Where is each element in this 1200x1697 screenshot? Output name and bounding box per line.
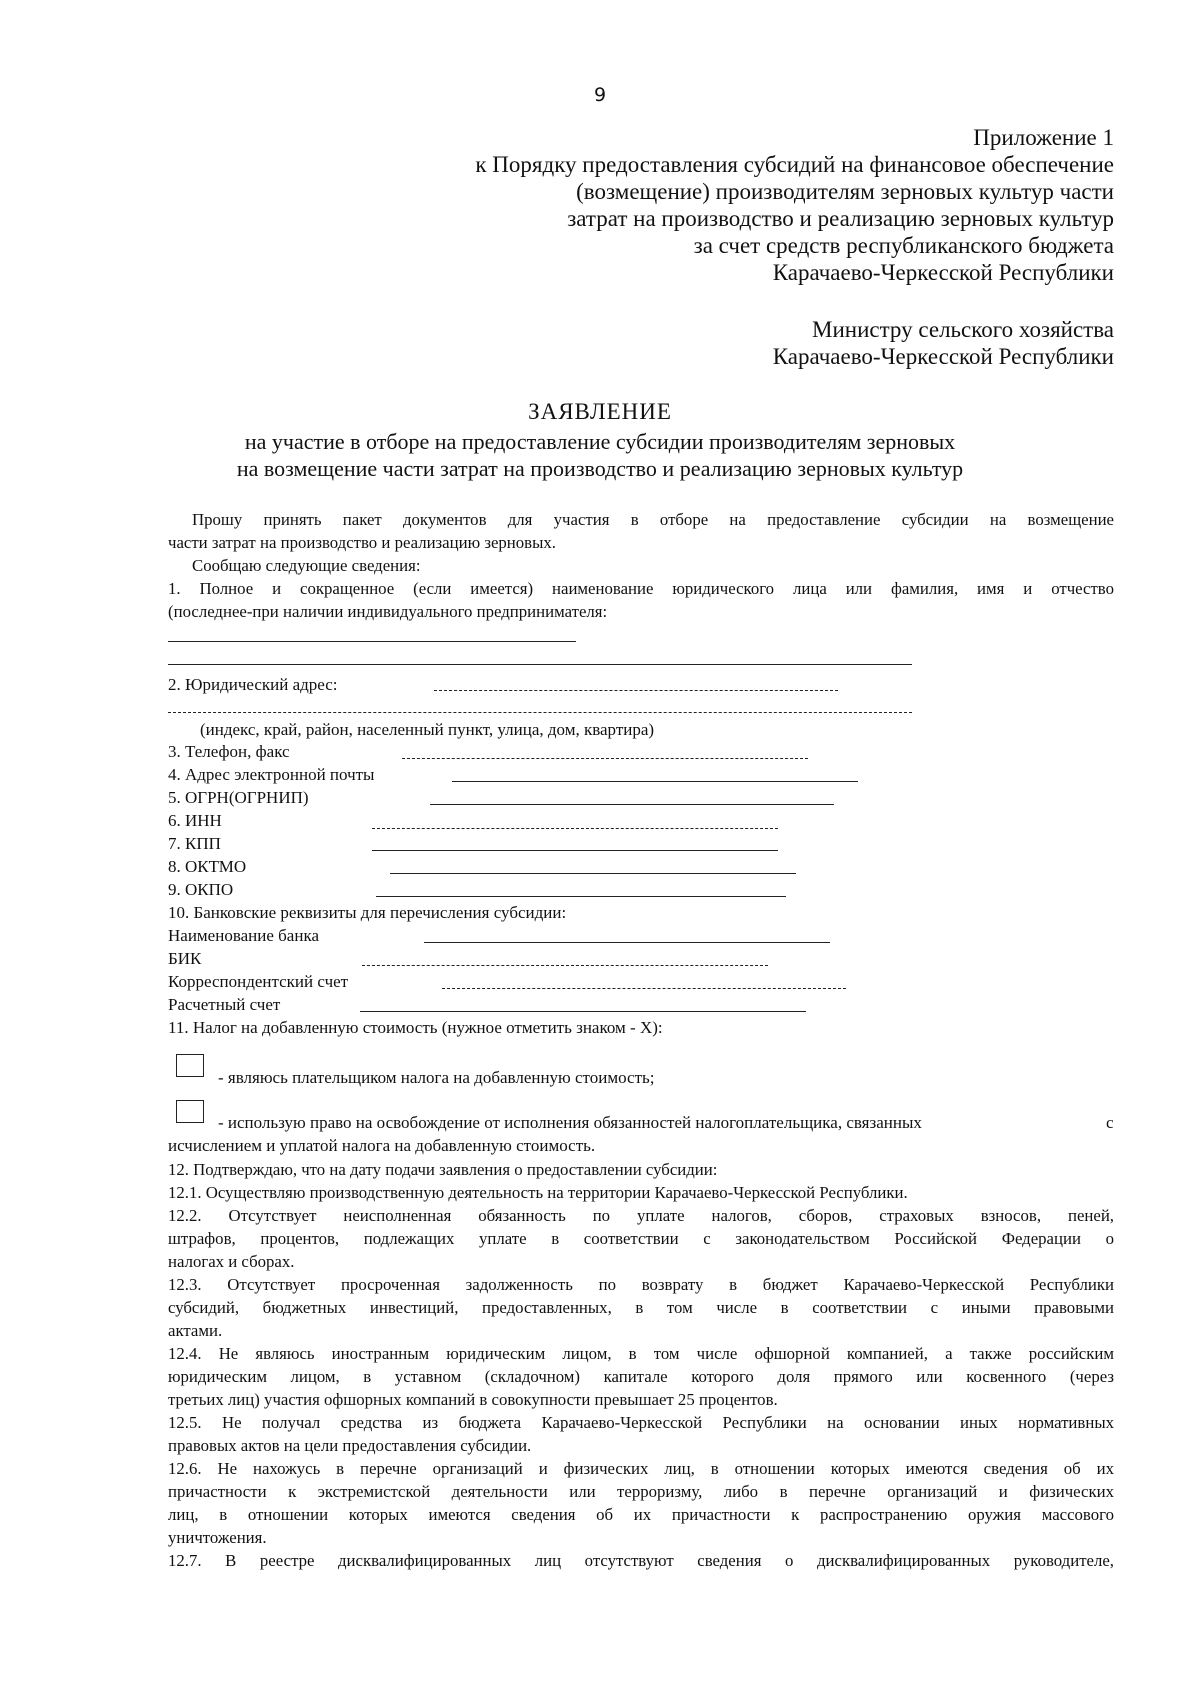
appendix-line: затрат на производство и реализацию зерновых культур — [567, 206, 1114, 231]
item-1-cont: (последнее-при наличии индивидуального предпринимателя: — [168, 602, 608, 621]
confirm-12-7: 12.7. В реестре дисквалифицированных лиц отсутствуют сведения о дисквалифицированных руководителе, — [168, 1551, 1114, 1570]
confirm-12-5: 12.5. Не получал средства из бюджета Карачаево-Черкесской Республики на основании иных нормативных — [168, 1413, 1114, 1432]
page-number: 9 — [593, 84, 607, 106]
legal-address-blank[interactable] — [434, 690, 838, 691]
phone-blank[interactable] — [402, 758, 808, 759]
confirmation-section — [168, 1158, 1114, 1572]
vat-exempt-checkbox[interactable] — [176, 1100, 204, 1123]
intro-request-cont: части затрат на производство и реализацию зерновых. — [168, 533, 556, 552]
confirm-12-6-cont: причастности к экстремистской деятельности или терроризму, либо в перечне организаций и физических — [168, 1482, 1114, 1501]
intro-request: Прошу принять пакет документов для участия в отборе на предоставление субсидии на возмещение — [192, 510, 1114, 529]
corr-account-label: Корреспондентский счет — [168, 972, 349, 991]
okpo-label: 9. ОКПО — [168, 880, 234, 899]
appendix-line: за счет средств республиканского бюджета — [693, 233, 1114, 258]
inn-label: 6. ИНН — [168, 811, 222, 830]
corr-account-blank[interactable] — [442, 988, 846, 989]
confirm-12: 12. Подтверждаю, что на дату подачи заявления о предоставлении субсидии: — [168, 1160, 718, 1179]
confirm-12-4: 12.4. Не являюсь иностранным юридическим лицом, в том числе офшорной компанией, а также российским — [168, 1344, 1114, 1363]
phone-label: 3. Телефон, факс — [168, 742, 290, 761]
bank-name-label: Наименование банка — [168, 926, 319, 945]
ogrn-blank[interactable] — [430, 804, 834, 805]
confirm-12-3-end: актами. — [168, 1321, 223, 1340]
confirm-12-3: 12.3. Отсутствует просроченная задолженность по возврату в бюджет Карачаево-Черкесской Республики — [168, 1275, 1114, 1294]
confirm-12-4-end: третьих лиц) участия офшорных компаний в совокупности превышает 25 процентов. — [168, 1390, 778, 1409]
appendix-line: Приложение 1 — [973, 125, 1114, 150]
confirm-12-6-end: уничтожения. — [168, 1528, 267, 1547]
addressee-line: Министру сельского хозяйства — [812, 317, 1114, 342]
kpp-blank[interactable] — [372, 850, 778, 851]
ogrn-label: 5. ОГРН(ОГРНИП) — [168, 788, 309, 807]
inn-blank[interactable] — [372, 828, 778, 829]
confirm-12-6: 12.6. Не нахожусь в перечне организаций и физических лиц, в отношении которых имеются сведения об их — [168, 1459, 1114, 1478]
appendix-line: (возмещение) производителям зерновых культур части — [576, 179, 1114, 204]
legal-address-blank-2[interactable] — [168, 712, 912, 713]
confirm-12-2: 12.2. Отсутствует неисполненная обязанность по уплате налогов, сборов, страховых взносов, пеней, — [168, 1206, 1114, 1225]
oktmo-label: 8. ОКТМО — [168, 857, 247, 876]
oktmo-blank[interactable] — [390, 873, 796, 874]
addressee-line: Карачаево-Черкесской Республики — [772, 344, 1114, 369]
subtitle-line-2: на возмещение части затрат на производство и реализацию зерновых культур — [236, 456, 964, 481]
vat-exempt-c: с — [1106, 1113, 1114, 1132]
item-1: 1. Полное и сокращенное (если имеется) наименование юридического лица или фамилия, имя и отчество — [168, 579, 1114, 598]
okpo-blank[interactable] — [376, 896, 786, 897]
intro-info: Сообщаю следующие сведения: — [192, 556, 421, 575]
addressee-block — [773, 316, 1114, 370]
confirm-12-2-end: налогах и сборах. — [168, 1252, 295, 1271]
subtitle-line-1: на участие в отборе на предоставление субсидии производителям зерновых — [244, 429, 956, 454]
name-blank-line[interactable] — [168, 641, 576, 642]
confirm-12-3-cont: субсидий, бюджетных инвестиций, предоставленных, в том числе в соответствии с иными правовыми — [168, 1298, 1114, 1317]
confirm-12-5-end: правовых актов на цели предоставления субсидии. — [168, 1436, 532, 1455]
bik-blank[interactable] — [362, 965, 768, 966]
appendix-header — [475, 124, 1114, 286]
bank-details-label: 10. Банковские реквизиты для перечисления субсидии: — [168, 903, 567, 922]
email-label: 4. Адрес электронной почты — [168, 765, 375, 784]
settlement-account-label: Расчетный счет — [168, 995, 281, 1014]
email-blank[interactable] — [452, 781, 858, 782]
settlement-account-blank[interactable] — [360, 1011, 806, 1012]
address-hint: (индекс, край, район, населенный пункт, улица, дом, квартира) — [200, 720, 655, 739]
appendix-line: Карачаево-Черкесской Республики — [772, 260, 1114, 285]
bank-name-blank[interactable] — [424, 942, 830, 943]
vat-payer-checkbox[interactable] — [176, 1054, 204, 1077]
vat-payer-option: - являюсь плательщиком налога на добавленную стоимость; — [218, 1068, 655, 1087]
kpp-label: 7. КПП — [168, 834, 221, 853]
bik-label: БИК — [168, 949, 202, 968]
vat-exempt-option: - использую право на освобождение от исполнения обязанностей налогоплательщика, связанных — [218, 1113, 922, 1132]
vat-exempt-option-cont: исчислением и уплатой налога на добавленную стоимость. — [168, 1136, 596, 1155]
appendix-line: к Порядку предоставления субсидий на финансовое обеспечение — [475, 152, 1114, 177]
legal-address-label: 2. Юридический адрес: — [168, 675, 338, 694]
document-subtitle — [0, 428, 1200, 482]
document-title: ЗАЯВЛЕНИЕ — [528, 399, 672, 424]
vat-label: 11. Налог на добавленную стоимость (нужное отметить знаком - X): — [168, 1018, 663, 1037]
confirm-12-4-cont: юридическим лицом, в уставном (складочном) капитале которого доля прямого или косвенного (через — [168, 1367, 1114, 1386]
confirm-12-2-cont: штрафов, процентов, подлежащих уплате в соответствии с законодательством Российской Федерации о — [168, 1229, 1114, 1248]
confirm-12-1: 12.1. Осуществляю производственную деятельность на территории Карачаево-Черкесской Республики. — [168, 1183, 908, 1202]
name-blank-line-2[interactable] — [168, 664, 912, 665]
confirm-12-6-cont-2: лиц, в отношении которых имеются сведения об их причастности к распространению оружия массового — [168, 1505, 1114, 1524]
intro-section — [168, 508, 1114, 623]
